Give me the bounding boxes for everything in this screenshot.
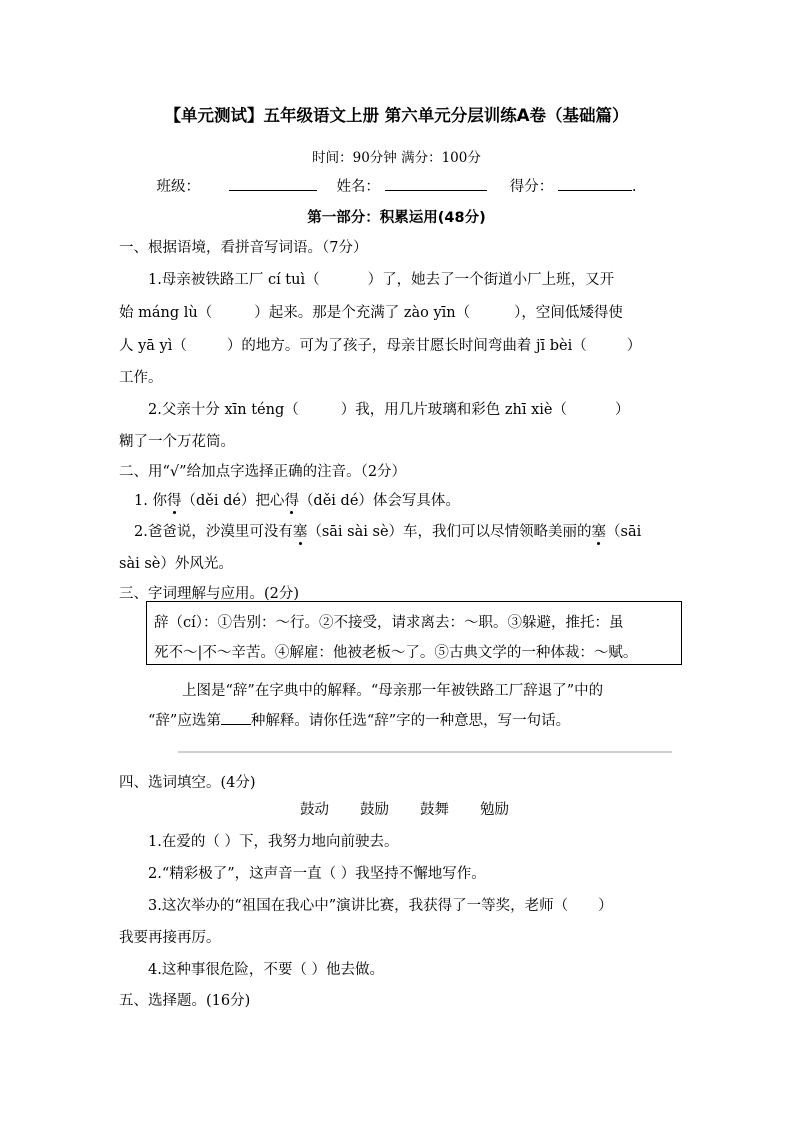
dotted-char: 塞: [591, 524, 607, 540]
dotted-char: 得: [284, 493, 299, 509]
score-label: 得分：: [509, 179, 554, 195]
definition-line-2: 死不～|不～辛苦。④解雇：他被老板～了。⑤古典文学的一种体裁：～赋。: [154, 645, 638, 661]
exam-title: 【单元测试】五年级语文上册 第六单元分层训练A卷（基础篇）: [164, 106, 629, 125]
text-segment: “辞”应选第: [148, 713, 221, 729]
name-field[interactable]: [385, 176, 487, 191]
text-segment: 2.爸爸说，沙漠里可没有: [134, 524, 293, 540]
pinyin-options[interactable]: （sāi sài sè）车，我们可以尽情领略美丽的: [307, 524, 592, 540]
text-segment: 人 yā yì（: [119, 338, 187, 354]
q1-sentence1-line2: [119, 301, 623, 322]
q3-heading: 三、字词理解与应用。(2分): [119, 586, 300, 602]
q4-heading: 四、选词填空。(4分): [119, 775, 256, 791]
word-option: 鼓舞: [420, 802, 449, 818]
q4-item1: 1.在爱的（ ）下，我努力地向前驶去。: [148, 834, 399, 850]
end-mark: .: [631, 179, 637, 195]
dotted-char: 塞: [292, 524, 308, 540]
q2-item1: [134, 489, 460, 510]
q2-item2: [134, 520, 641, 541]
q1-sentence1-line3: [119, 334, 641, 355]
q1-sentence1-line4: 工作。: [119, 370, 163, 386]
text-segment: 3.这次举办的“祖国在我心中”演讲比赛，我获得了一等奖，老师（: [148, 898, 569, 914]
q1-sentence2-line2: 糊了一个万花筒。: [119, 434, 235, 450]
pinyin-options[interactable]: （děi dé）把心: [181, 493, 285, 509]
text-segment: ）了，她去了一个街道小厂上班，又开: [367, 272, 615, 288]
name-label: 姓名：: [336, 179, 380, 195]
student-info-row: [0, 175, 793, 196]
text-segment: 种解释。请你任选“辞”字的一种意思，写一句话。: [250, 713, 571, 729]
time-info: 时间：90分钟 满分：100分: [312, 150, 481, 166]
q4-item4: 4.这种事很危险，不要（ ）他去做。: [148, 962, 384, 978]
word-option: 鼓励: [360, 802, 389, 818]
word-option: 鼓动: [300, 802, 329, 818]
q1-sentence1-line1: [148, 268, 614, 289]
definition-line-1: 辞（cí）：①告别：～行。②不接受，请求离去：～职。③躲避，推托：虽: [154, 615, 624, 631]
text-segment: 始 máng lù（: [119, 305, 213, 321]
q3-text-line1: 上图是“辞”在字典中的解释。“母亲那一年被铁路工厂辞退了”中的: [182, 683, 604, 699]
text-segment: 1. 你: [134, 493, 167, 509]
text-segment: 1.母亲被铁路工厂 cí tuì（: [148, 272, 320, 288]
dotted-char: 得: [166, 493, 182, 509]
q2-item2-cont: sài sè）外风光。: [119, 556, 233, 572]
text-segment: ）: [626, 338, 642, 354]
text-segment: 2.父亲十分 xīn téng（: [148, 402, 299, 418]
q1-heading: 一、根据语境，看拼音写词语。（7分）: [119, 240, 368, 256]
word-options: [300, 798, 540, 819]
class-field[interactable]: [229, 176, 317, 191]
text-segment: ）我，用几片玻璃和彩色 zhī xiè（: [340, 402, 567, 418]
word-option: 勉励: [480, 802, 509, 818]
part1-heading: 第一部分：积累运用(48分): [307, 210, 486, 226]
text-segment: ）: [614, 402, 630, 418]
q4-item3-line1: [148, 894, 613, 915]
answer-blank[interactable]: [221, 710, 251, 725]
class-label: 班级：: [156, 179, 200, 195]
q5-heading: 五、选择题。(16分): [119, 993, 251, 1009]
pinyin-options[interactable]: （sāi: [606, 524, 642, 540]
q4-item3-line2: 我要再接再厉。: [119, 930, 221, 946]
q4-item2: 2.“精彩极了”，这声音一直（ ）我坚持不懈地写作。: [148, 866, 486, 882]
q3-text-line2: [148, 709, 570, 730]
text-segment: ）起来。那是个充满了 zào yīn（: [254, 305, 471, 321]
text-segment: ），空间低矮得使: [514, 305, 623, 321]
text-segment: ）的地方。可为了孩子，母亲甘愿长时间弯曲着 jī bèi（: [226, 338, 587, 354]
writing-answer-line[interactable]: [178, 751, 672, 753]
q1-sentence2-line1: [148, 398, 629, 419]
score-field[interactable]: [558, 176, 632, 191]
q2-heading: 二、用“√”给加点字选择正确的注音。（2分）: [119, 464, 407, 480]
pinyin-options[interactable]: （děi dé）体会写具体。: [298, 493, 460, 509]
dictionary-definition-box: [146, 601, 682, 665]
text-segment: ）: [598, 898, 613, 914]
